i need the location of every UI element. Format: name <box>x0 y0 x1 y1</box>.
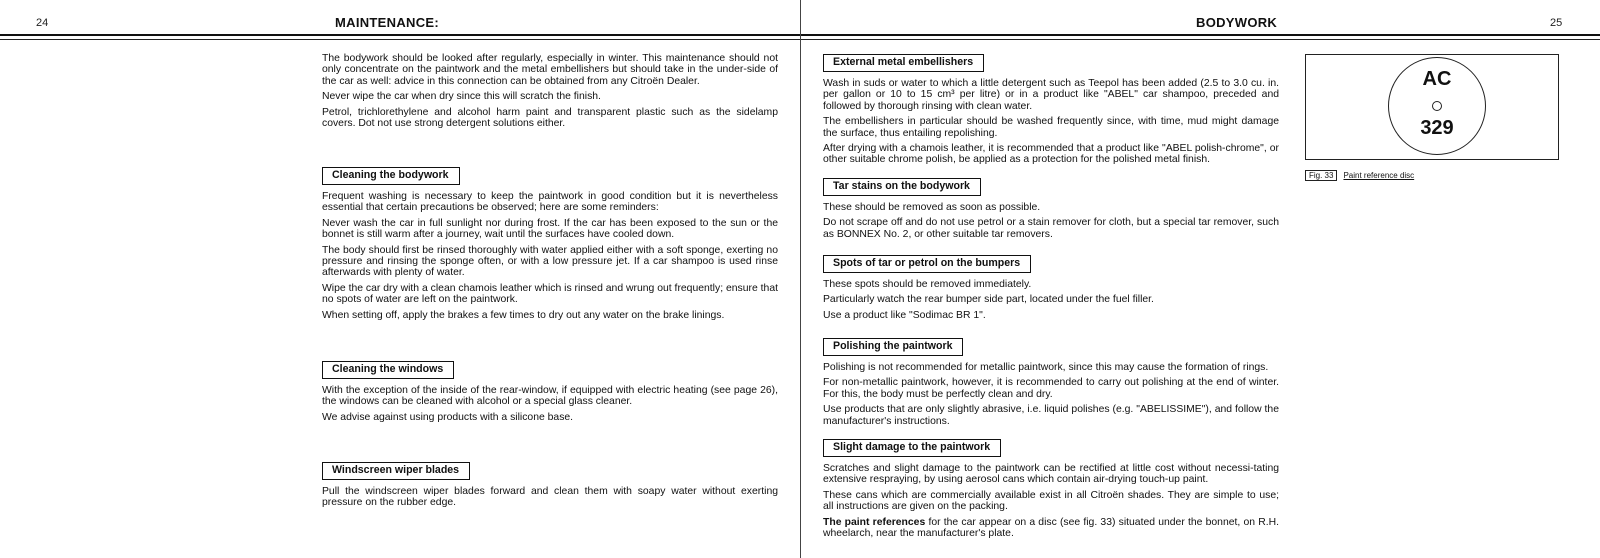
section-polishing <box>823 338 1279 431</box>
paragraph: Use a product like "Sodimac BR 1". <box>823 309 986 321</box>
paragraph: Use products that are only slightly abrasive, i.e. liquid polishes (e.g. "ABELISSIME"), and follow the manufacturer's instructions. <box>823 404 1279 427</box>
paragraph: The bodywork should be looked after regularly, especially in winter. This maintenance should not only concentrate on the paintwork and the metal embellishers but should take in the under-side of the car as well: advice in this connection can be obtained from any Citroën Dealer. <box>322 53 778 87</box>
section-heading: Spots of tar or petrol on the bumpers <box>823 255 1031 273</box>
paragraph: Pull the windscreen wiper blades forward and clean them with soapy water without exerting pressure on the rubber edge. <box>322 486 778 509</box>
paragraph: Never wash the car in full sunlight nor during frost. If the car has been exposed to the sun or the bonnet is still warm after a journey, wait until the surfaces have cooled down. <box>322 217 778 241</box>
section-cleaning-bodywork <box>322 167 778 325</box>
figure-label: Fig. 33 <box>1305 170 1337 181</box>
paragraph: The body should first be rinsed thoroughly with water applied either with a soft sponge, exerting no pressure and rinsing the sponge often, or with a low pressure jet. If a car shampoo is used rinse afterwards with plenty of water. <box>322 244 778 279</box>
paragraph: These spots should be removed immediately. <box>823 279 1032 290</box>
section-heading: Polishing the paintwork <box>823 338 963 356</box>
disc-center-hole-icon <box>1432 101 1442 111</box>
paragraph: Particularly watch the rear bumper side part, located under the fuel filler. <box>823 294 1154 306</box>
paragraph: Frequent washing is necessary to keep the paintwork in good condition but it is nevertheless essential that certain precautions be observed; here are some reminders: <box>322 191 778 214</box>
header-rule-thin <box>0 39 800 40</box>
paragraph: Do not scrape off and do not use petrol or a stain remover for cloth, but a special tar remover, such as BONNEX No. 2, or other suitable tar removers. <box>823 217 1279 240</box>
section-tar-stains <box>823 178 1279 244</box>
intro-text <box>322 53 778 133</box>
paragraph: Polishing is not recommended for metallic paintwork, since this may cause the formation of rings. <box>823 362 1269 373</box>
header-rule-thick <box>801 34 1600 36</box>
disc-code-top: AC <box>1422 68 1452 90</box>
paragraph: The embellishers in particular should be washed frequently since, with time, mud might damage the surface, thus entailing repolishing. <box>823 116 1279 139</box>
bold-lead: The paint references <box>823 516 926 528</box>
paragraph: With the exception of the inside of the rear-window, if equipped with electric heating (see page 26), the windows can be cleaned with alcohol or a special glass cleaner. <box>322 385 778 408</box>
section-heading: Cleaning the bodywork <box>322 167 460 185</box>
right-page <box>801 0 1600 558</box>
paragraph: Never wipe the car when dry since this will scratch the finish. <box>322 91 601 103</box>
section-heading: Tar stains on the bodywork <box>823 178 981 196</box>
page-number-left: 24 <box>36 17 49 29</box>
paragraph: Petrol, trichlorethylene and alcohol harm paint and transparent plastic such as the sidelamp covers. Dot not use strong detergent solutions either. <box>322 106 778 130</box>
paragraph <box>823 517 1279 540</box>
figure-caption-text: Paint reference disc <box>1343 171 1415 180</box>
section-heading: Windscreen wiper blades <box>322 462 470 480</box>
paragraph: We advise against using products with a silicone base. <box>322 411 574 423</box>
header-rule-thick <box>0 34 800 36</box>
paragraph: When setting off, apply the brakes a few times to dry out any water on the brake linings. <box>322 309 725 321</box>
paragraph: Scratches and slight damage to the paintwork can be rectified at little cost without necessi-tating extensive respraying, by using aerosol cans which contain air-drying touch-up paint. <box>823 463 1279 486</box>
page-number-right: 25 <box>1550 17 1563 29</box>
paragraph: For non-metallic paintwork, however, it is recommended to carry out polishing at the end of winter. For this, the body must be perfectly clean and dry. <box>823 377 1279 400</box>
page-title-right: BODYWORK <box>1196 15 1278 30</box>
figure-paint-disc <box>1305 54 1559 160</box>
section-heading: Cleaning the windows <box>322 361 454 379</box>
paragraph-rest: for the car appear on a disc (see fig. 33) situated under the bonnet, on R.H. wheelarch, near the manufacturer's plate. <box>823 516 1279 540</box>
paragraph: Wipe the car dry with a clean chamois leather which is rinsed and wrung out frequently; ensure that no spots of water are left on the paintwork. <box>322 282 778 306</box>
section-heading: Slight damage to the paintwork <box>823 439 1001 457</box>
section-external-metal <box>823 54 1279 170</box>
figure-caption <box>1305 170 1414 181</box>
section-heading: External metal embellishers <box>823 54 984 72</box>
paragraph: Wash in suds or water to which a little detergent such as Teepol has been added (2.5 to 3.0 cu. in. per gallon or 10 to 15 cm³ per litre) or in a product like "ABEL" car shampoo, preceded and followed by thorough rinsing with clean water. <box>823 78 1279 112</box>
section-slight-damage <box>823 439 1279 543</box>
section-spots-bumpers <box>823 255 1279 325</box>
paint-reference-disc <box>1388 57 1486 155</box>
header-rule-thin <box>801 39 1600 40</box>
section-cleaning-windows <box>322 361 778 427</box>
page-title-left: MAINTENANCE: <box>335 15 439 30</box>
paragraph: These should be removed as soon as possible. <box>823 202 1041 213</box>
section-wiper-blades <box>322 462 778 513</box>
paragraph: These cans which are commercially available exist in all Citroën shades. They are simple to use; all instructions are given on the packing. <box>823 489 1279 513</box>
paragraph: After drying with a chamois leather, it is recommended that a product like "ABEL polish-chrome", or other suitable chrome polish, be applied as a protection for the polished metal finish. <box>823 143 1279 166</box>
disc-code-bottom: 329 <box>1420 117 1454 139</box>
